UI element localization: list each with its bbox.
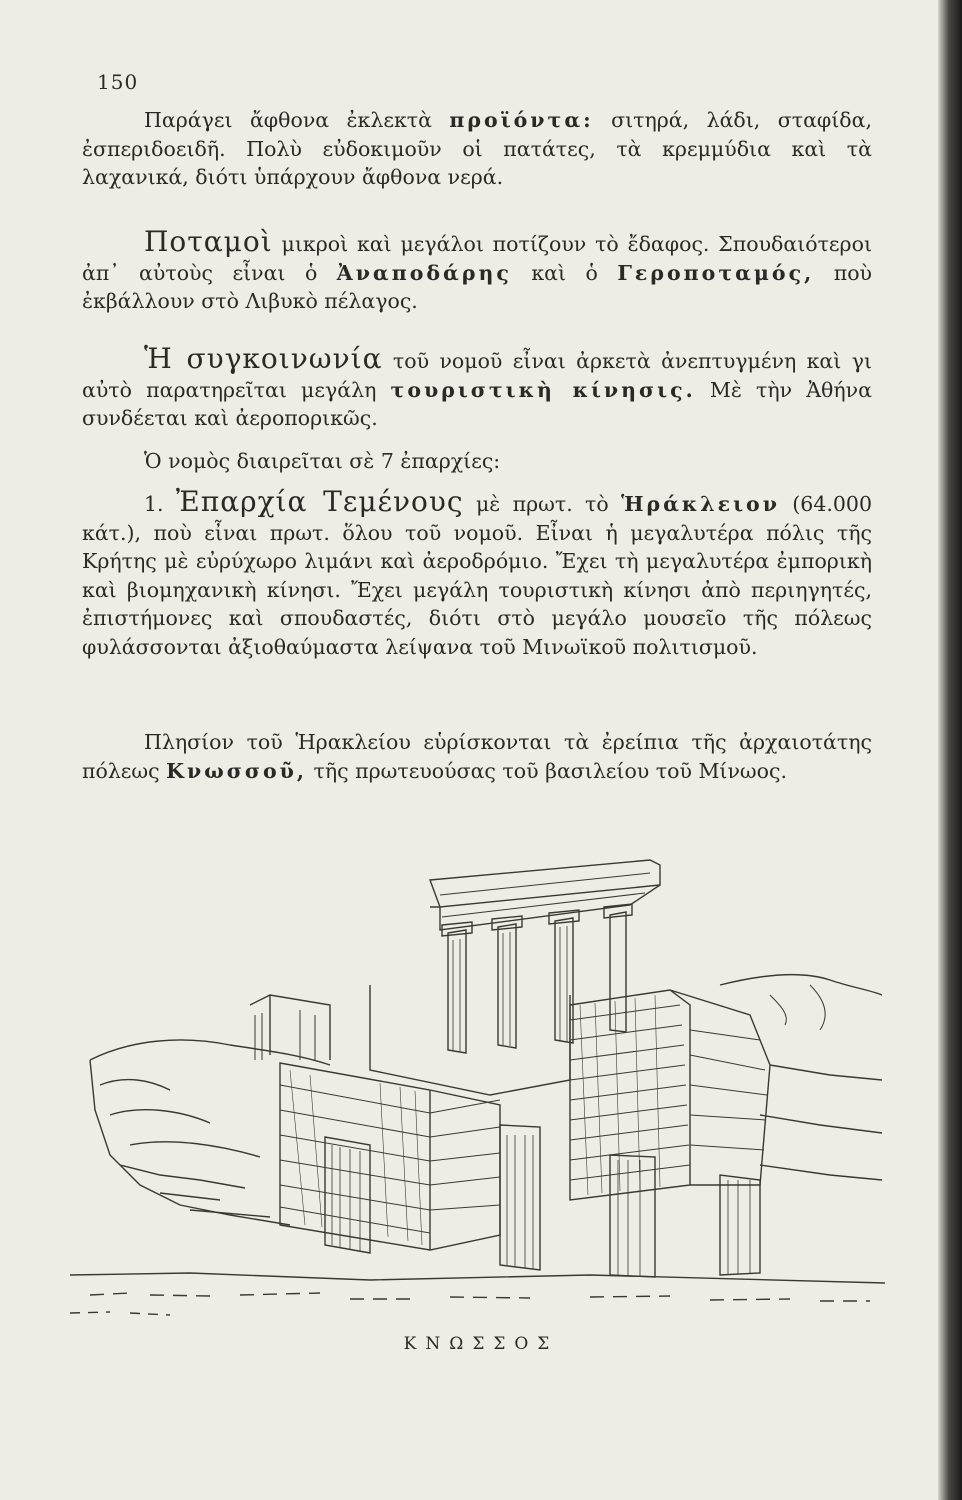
river-name-anapodaris: Ἀναποδάρης [336,260,512,285]
emphasis-tourism: τουριστικὴ κίνησις. [390,377,696,402]
text-segment: τοῦ νομοῦ εἶναι ἀρκετὰ ἀνεπτυγμένη καὶ γι αὐτὸ παρατηρεῖται μεγάλη [82,349,872,402]
paragraph-transport [82,342,872,433]
text-segment: καὶ ὁ [511,260,618,285]
text-segment: Μὲ τὴν Ἀθήνα συνδέεται καὶ ἀεροπορικῶς. [82,377,872,431]
paragraph-rivers [82,225,872,316]
page-number: 150 [97,70,139,94]
heading-temenos: Ἐπαρχία Τεμένους [175,485,464,518]
text-segment: Παράγει ἄφθονα ἐκλεκτὰ [144,108,450,132]
text-segment: σιτηρά, λάδι, σταφίδα, ἐσπεριδοειδῆ. Πολὺ εὐδοκιμοῦν οἱ πατάτες, τὰ κρεμμύδια καὶ τὰ λαχανικά, διότι ὑπάρχουν ἄφθονα νερά. [82,108,873,190]
figure-caption: ΚΝΩΣΣΟΣ [403,1334,559,1354]
emphasis-products: προϊόντα: [449,108,594,132]
text-segment: ποὺ ἐκβάλλουν στὸ Λιβυκὸ πέλαγος. [82,260,872,314]
heading-rivers: Ποταμοὶ [144,225,273,258]
paragraph-temenos [82,485,873,662]
text-segment: Ὁ νομὸς διαιρεῖται σὲ 7 ἐπαρχίες: [144,449,501,473]
paragraph-knossos [82,728,872,785]
text-segment: (64.000 κάτ.), ποὺ εἶναι πρωτ. ὅλου τοῦ νομοῦ. Εἶναι ἡ μεγαλυτέρα πόλις τῆς Κρήτης μὲ εὐρύχωρο λιμάνι καὶ ἀεροδρόμιο. Ἔχει τὴ μεγαλυτέρα ἐμπορικὴ καὶ βιομηχανικὴ κίνησι. Ἔχει μεγάλη τουριστικὴ κίνησι ἀπὸ περιηγητές, ἐπιστήμονες καὶ σπουδαστές, διότι στὸ μεγάλο μουσεῖο τῆς πόλεως φυλάσσονται ἀξιοθαύμαστα λείψανα τοῦ Μινωϊκοῦ πολιτισμοῦ. [82,492,873,659]
page-edge [938,0,962,1500]
text-segment: Πλησίον τοῦ Ἡρακλείου εὑρίσκονται τὰ ἐρείπια τῆς ἀρχαιοτάτης πόλεως [82,730,872,783]
knossos-illustration [70,855,885,1330]
text-segment: μὲ πρωτ. τὸ [463,492,622,516]
text-segment: τῆς πρωτευούσας τοῦ βασιλείου τοῦ Μίνωος. [306,758,787,783]
heading-transport: Ἡ συγκοινωνία [144,342,383,375]
knossos-drawing [70,855,885,1330]
city-name-knossos: Κνωσσοῦ, [166,758,307,783]
paragraph-products [82,106,872,192]
paragraph-provinces [82,447,872,476]
text-segment: μικροὶ καὶ μεγάλοι ποτίζουν τὸ ἔδαφος. Σπουδαιότεροι ἀπ᾿ αὐτοὺς εἶναι ὁ [82,232,872,285]
list-number: 1. [144,492,176,516]
city-name-heraklion: Ἡράκλειον [621,492,780,516]
river-name-geropotamos: Γεροποταμός, [617,260,815,285]
